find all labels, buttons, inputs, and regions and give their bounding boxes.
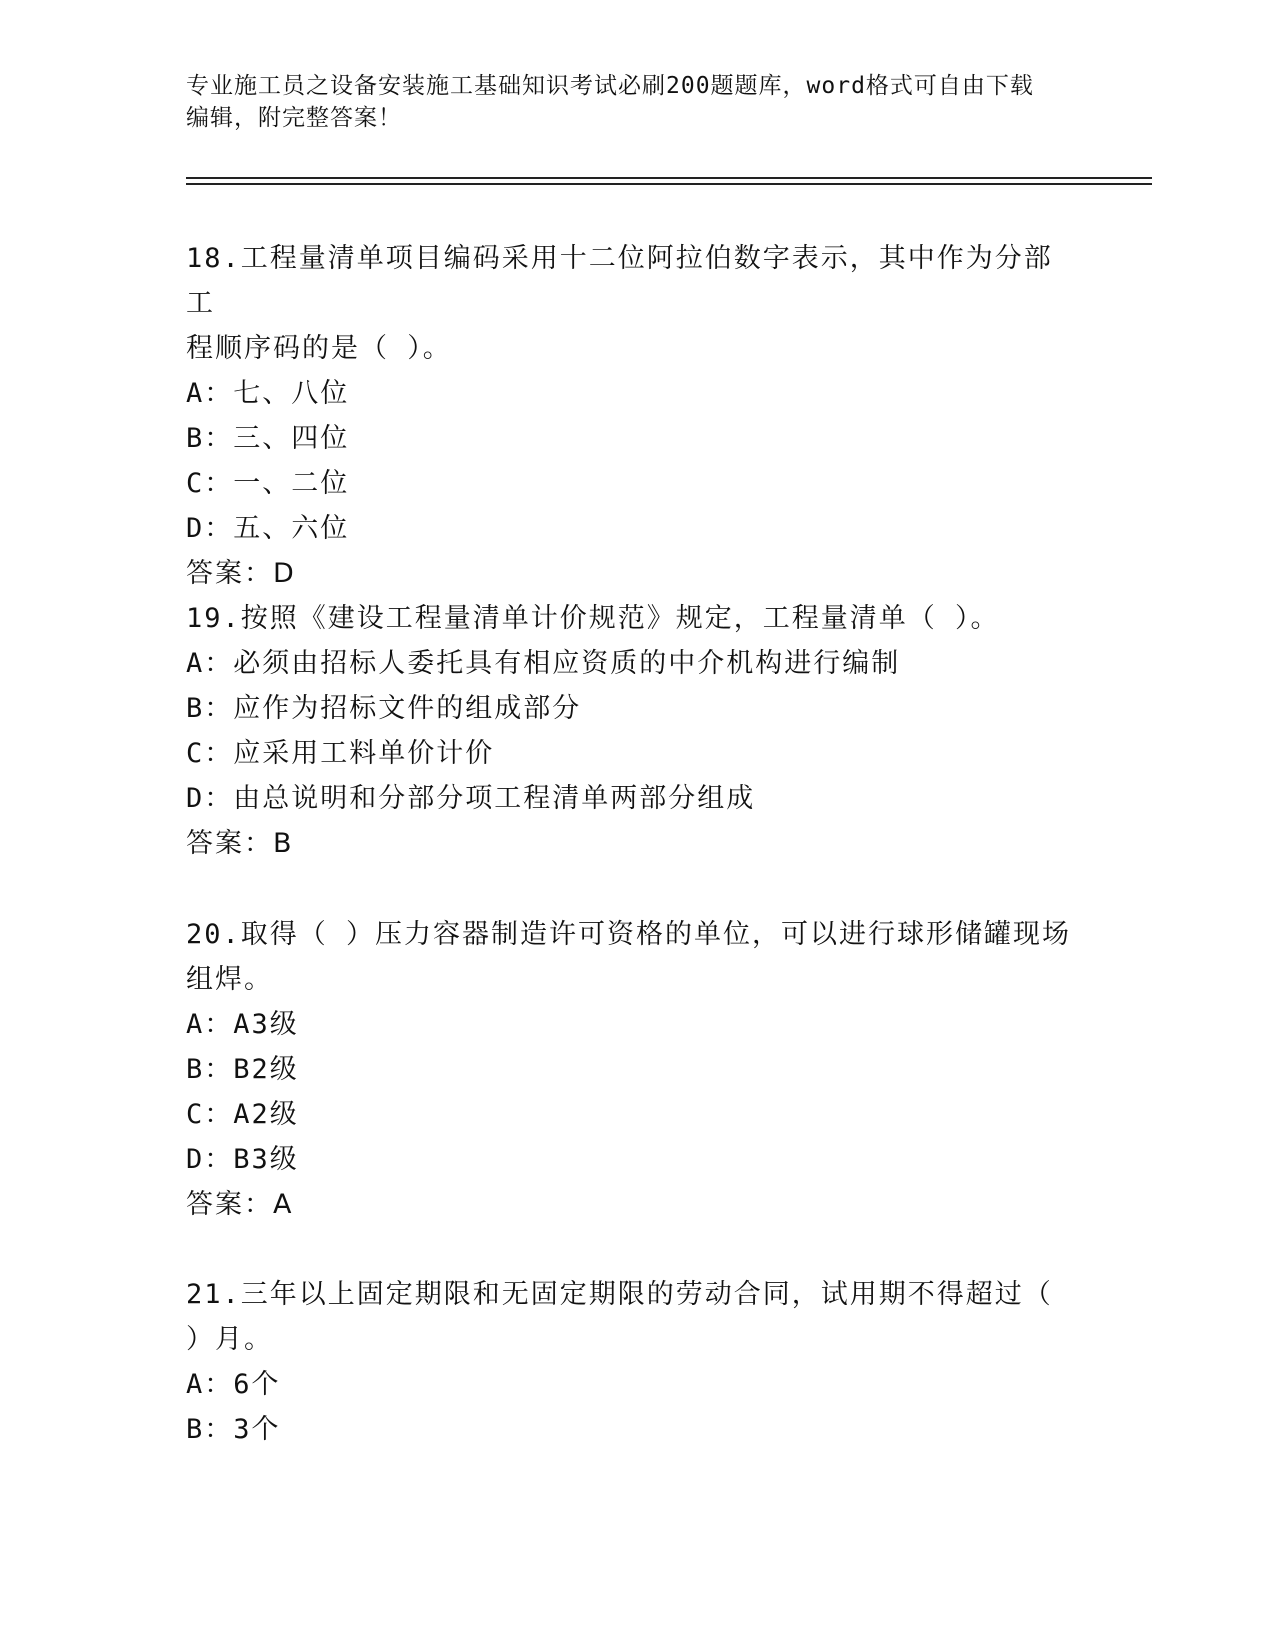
question-stem: 21.三年以上固定期限和无固定期限的劳动合同，试用期不得超过（ xyxy=(186,1279,1053,1310)
option-b: B：3个 xyxy=(186,1414,281,1445)
question-stem: 18.工程量清单项目编码采用十二位阿拉伯数字表示，其中作为分部工 xyxy=(186,243,1053,319)
question-21 xyxy=(186,1272,1076,1452)
option-d: D：五、六位 xyxy=(186,513,350,544)
option-a: A：七、八位 xyxy=(186,378,350,409)
header-divider-bottom xyxy=(186,183,1152,185)
option-d: D：由总说明和分部分项工程清单两部分组成 xyxy=(186,783,756,814)
answer-line: 答案：B xyxy=(186,828,294,859)
answer-line: 答案：A xyxy=(186,1189,294,1220)
option-a: A：6个 xyxy=(186,1369,281,1400)
option-d: D：B3级 xyxy=(186,1144,299,1175)
option-c: C：一、二位 xyxy=(186,468,350,499)
question-stem-continued: 组焊。 xyxy=(186,964,273,995)
question-stem-continued: 程顺序码的是（ ）。 xyxy=(186,333,452,364)
option-b: B：B2级 xyxy=(186,1054,299,1085)
option-c: C：A2级 xyxy=(186,1099,299,1130)
document-header xyxy=(186,70,1066,134)
option-b: B：三、四位 xyxy=(186,423,350,454)
question-stem: 20.取得（ ）压力容器制造许可资格的单位，可以进行球形储罐现场 xyxy=(186,919,1072,950)
header-title-line-1: 专业施工员之设备安装施工基础知识考试必刷200题题库，word格式可自由下载 xyxy=(186,73,1034,99)
header-title-line-2: 编辑，附完整答案！ xyxy=(186,105,402,131)
question-18 xyxy=(186,236,1076,596)
header-divider-top xyxy=(186,177,1152,179)
question-stem-continued: ）月。 xyxy=(186,1324,273,1355)
question-stem: 19.按照《建设工程量清单计价规范》规定，工程量清单（ ）。 xyxy=(186,603,1000,634)
question-20 xyxy=(186,912,1076,1227)
answer-line: 答案：D xyxy=(186,558,296,589)
question-19 xyxy=(186,596,1076,866)
option-a: A：A3级 xyxy=(186,1009,299,1040)
option-b: B：应作为招标文件的组成部分 xyxy=(186,693,582,724)
option-c: C：应采用工料单价计价 xyxy=(186,738,495,769)
option-a: A：必须由招标人委托具有相应资质的中介机构进行编制 xyxy=(186,648,901,679)
